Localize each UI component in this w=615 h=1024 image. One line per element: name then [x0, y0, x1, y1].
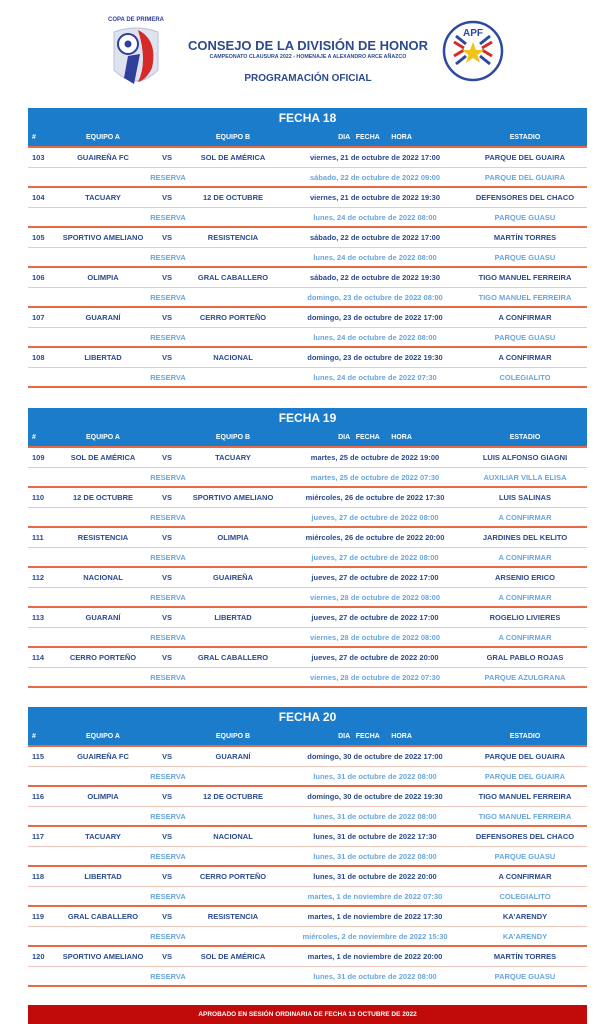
stadium: ARSENIO ERICO	[494, 573, 555, 582]
reserve-label: RESERVA	[150, 593, 186, 602]
reserve-row	[28, 927, 587, 947]
reserve-row	[28, 168, 587, 188]
reserve-stadium: PARQUE DEL GUAIRA	[484, 173, 566, 182]
reserve-datetime: lunes, 31 de octubre de 2022 08:00	[313, 972, 437, 981]
reserve-datetime: lunes, 31 de octubre de 2022 08:00	[313, 812, 437, 821]
stadium: A CONFIRMAR	[498, 872, 552, 881]
reserve-label: RESERVA	[150, 473, 186, 482]
reserve-label: RESERVA	[150, 812, 186, 821]
match-number: 104	[32, 193, 45, 202]
stadium: ROGELIO LIVIERES	[489, 613, 561, 622]
col-stadium: ESTADIO	[509, 134, 541, 141]
reserve-row	[28, 588, 587, 608]
team-a: SPORTIVO AMELIANO	[62, 952, 144, 961]
reserve-row	[28, 887, 587, 907]
reserve-label: RESERVA	[150, 932, 186, 941]
vs-label: VS	[161, 952, 172, 961]
match-datetime: miércoles, 26 de octubre de 2022 17:30	[305, 493, 445, 502]
team-a: GUARANÍ	[85, 613, 121, 622]
svg-text:COPA DE PRIMERA: COPA DE PRIMERA	[108, 17, 164, 23]
match-datetime: domingo, 23 de octubre de 2022 19:30	[307, 353, 443, 362]
round-table	[28, 108, 587, 388]
match-row	[28, 648, 587, 668]
reserve-row	[28, 847, 587, 867]
reserve-datetime: domingo, 23 de octubre de 2022 08:00	[307, 293, 443, 302]
reserve-datetime: jueves, 27 de octubre de 2022 08:00	[311, 513, 439, 522]
stadium: PARQUE DEL GUAIRA	[484, 752, 566, 761]
col-stadium: ESTADIO	[509, 434, 541, 441]
match-datetime: martes, 1 de noviembre de 2022 17:30	[307, 912, 443, 921]
team-b: GRAL CABALLERO	[197, 653, 269, 662]
match-row	[28, 568, 587, 588]
match-row	[28, 528, 587, 548]
reserve-row	[28, 548, 587, 568]
stadium: MARTÍN TORRES	[493, 233, 557, 242]
reserve-label: RESERVA	[150, 333, 186, 342]
col-team-b: EQUIPO B	[215, 733, 251, 740]
match-row	[28, 867, 587, 887]
reserve-label: RESERVA	[150, 293, 186, 302]
reserve-stadium: PARQUE AZULGRANA	[484, 673, 566, 682]
match-number: 117	[32, 832, 45, 841]
stadium: GRAL PABLO ROJAS	[486, 653, 564, 662]
reserve-datetime: lunes, 31 de octubre de 2022 08:00	[313, 772, 437, 781]
vs-label: VS	[161, 792, 172, 801]
reserve-label: RESERVA	[150, 513, 186, 522]
match-row	[28, 448, 587, 468]
reserve-stadium: A CONFIRMAR	[498, 593, 552, 602]
match-row	[28, 188, 587, 208]
match-datetime: viernes, 21 de octubre de 2022 19:30	[309, 193, 441, 202]
team-b: 12 DE OCTUBRE	[202, 792, 263, 801]
match-number: 114	[32, 653, 45, 662]
reserve-label: RESERVA	[150, 852, 186, 861]
team-a: GRAL CABALLERO	[67, 912, 139, 921]
reserve-row	[28, 368, 587, 388]
vs-label: VS	[161, 613, 172, 622]
col-team-a: EQUIPO A	[86, 134, 120, 141]
col-num: #	[32, 733, 36, 740]
reserve-datetime: jueves, 27 de octubre de 2022 08:00	[311, 553, 439, 562]
match-number: 107	[32, 313, 45, 322]
reserve-stadium: TIGO MANUEL FERREIRA	[478, 293, 572, 302]
reserve-row	[28, 807, 587, 827]
document-header	[0, 0, 615, 100]
reserve-stadium: PARQUE DEL GUAIRA	[484, 772, 566, 781]
match-datetime: sábado, 22 de octubre de 2022 17:00	[309, 233, 441, 242]
vs-label: VS	[161, 752, 172, 761]
col-datetime: DIA FECHA HORA	[338, 134, 412, 141]
vs-label: VS	[161, 233, 172, 242]
reserve-label: RESERVA	[150, 892, 186, 901]
team-b: SOL DE AMÉRICA	[200, 952, 266, 961]
reserve-datetime: sábado, 22 de octubre de 2022 09:00	[309, 173, 441, 182]
team-a: TACUARY	[85, 832, 121, 841]
round-title: FECHA 19	[28, 408, 587, 428]
team-a: LIBERTAD	[84, 872, 122, 881]
reserve-stadium: A CONFIRMAR	[498, 633, 552, 642]
reserve-stadium: PARQUE GUASU	[494, 852, 556, 861]
team-b: TACUARY	[215, 453, 251, 462]
team-b: CERRO PORTEÑO	[199, 313, 267, 322]
reserve-datetime: miércoles, 2 de noviembre de 2022 15:30	[302, 932, 448, 941]
round-title: FECHA 18	[28, 108, 587, 128]
vs-label: VS	[161, 653, 172, 662]
team-b: NACIONAL	[213, 832, 253, 841]
match-datetime: martes, 25 de octubre de 2022 19:00	[310, 453, 440, 462]
vs-label: VS	[161, 912, 172, 921]
stadium: TIGO MANUEL FERREIRA	[478, 792, 572, 801]
reserve-datetime: viernes, 28 de octubre de 2022 08:00	[309, 633, 441, 642]
team-a: OLIMPIA	[87, 792, 119, 801]
col-datetime: DIA FECHA HORA	[338, 733, 412, 740]
match-number: 116	[32, 792, 45, 801]
team-b: CERRO PORTEÑO	[199, 872, 267, 881]
match-datetime: jueves, 27 de octubre de 2022 17:00	[311, 613, 439, 622]
match-row	[28, 308, 587, 328]
match-datetime: domingo, 23 de octubre de 2022 17:00	[307, 313, 443, 322]
match-number: 110	[32, 493, 45, 502]
reserve-datetime: viernes, 28 de octubre de 2022 08:00	[309, 593, 441, 602]
reserve-stadium: AUXILIAR VILLA ELISA	[483, 473, 567, 482]
team-b: LIBERTAD	[214, 613, 252, 622]
reserve-datetime: martes, 1 de noviembre de 2022 07:30	[307, 892, 443, 901]
match-datetime: domingo, 30 de octubre de 2022 19:30	[307, 792, 443, 801]
reserve-stadium: COLEGIALITO	[499, 373, 551, 382]
reserve-stadium: PARQUE GUASU	[494, 213, 556, 222]
reserve-datetime: lunes, 24 de octubre de 2022 08:00	[313, 333, 437, 342]
reserve-stadium: A CONFIRMAR	[498, 553, 552, 562]
team-b: GUAIREÑA	[212, 573, 253, 582]
reserve-label: RESERVA	[150, 553, 186, 562]
svg-text:APF: APF	[463, 28, 483, 39]
col-stadium: ESTADIO	[509, 733, 541, 740]
reserve-row	[28, 967, 587, 987]
match-number: 103	[32, 153, 45, 162]
reserve-row	[28, 248, 587, 268]
team-a: LIBERTAD	[84, 353, 122, 362]
reserve-label: RESERVA	[150, 972, 186, 981]
vs-label: VS	[161, 153, 172, 162]
team-b: OLIMPIA	[217, 533, 249, 542]
col-num: #	[32, 434, 36, 441]
reserve-row	[28, 208, 587, 228]
reserve-datetime: lunes, 31 de octubre de 2022 08:00	[313, 852, 437, 861]
team-a: GUAIREÑA FC	[77, 752, 129, 761]
team-b: NACIONAL	[213, 353, 253, 362]
team-a: RESISTENCIA	[77, 533, 129, 542]
team-b: RESISTENCIA	[207, 233, 259, 242]
vs-label: VS	[161, 353, 172, 362]
match-row	[28, 907, 587, 927]
match-number: 115	[32, 752, 45, 761]
reserve-row	[28, 628, 587, 648]
reserve-datetime: lunes, 24 de octubre de 2022 08:00	[313, 213, 437, 222]
reserve-stadium: A CONFIRMAR	[498, 513, 552, 522]
match-row	[28, 148, 587, 168]
reserve-stadium: TIGO MANUEL FERREIRA	[478, 812, 572, 821]
match-number: 112	[32, 573, 45, 582]
stadium: DEFENSORES DEL CHACO	[475, 832, 575, 841]
apf-logo	[442, 20, 504, 82]
column-headers	[28, 428, 587, 448]
col-num: #	[32, 134, 36, 141]
column-headers	[28, 128, 587, 148]
team-b: SPORTIVO AMELIANO	[192, 493, 274, 502]
reserve-datetime: martes, 25 de octubre de 2022 07:30	[310, 473, 440, 482]
match-number: 106	[32, 273, 45, 282]
reserve-datetime: lunes, 24 de octubre de 2022 07:30	[313, 373, 437, 382]
match-row	[28, 488, 587, 508]
reserve-label: RESERVA	[150, 173, 186, 182]
stadium: DEFENSORES DEL CHACO	[475, 193, 575, 202]
team-b: SOL DE AMÉRICA	[200, 153, 266, 162]
match-number: 120	[32, 952, 45, 961]
col-datetime: DIA FECHA HORA	[338, 434, 412, 441]
tournament-subtitle: CAMPEONATO CLAUSURA 2022 - HOMENAJE A ALEXANDRO ARCE AÑAZCO	[209, 54, 407, 60]
stadium: KA'ARENDY	[502, 912, 548, 921]
vs-label: VS	[161, 573, 172, 582]
team-b: GUARANÍ	[215, 752, 251, 761]
vs-label: VS	[161, 193, 172, 202]
reserve-row	[28, 328, 587, 348]
reserve-row	[28, 668, 587, 688]
col-team-b: EQUIPO B	[215, 134, 251, 141]
team-a: 12 DE OCTUBRE	[72, 493, 133, 502]
match-datetime: miércoles, 26 de octubre de 2022 20:00	[305, 533, 445, 542]
team-a: SOL DE AMÉRICA	[70, 453, 136, 462]
reserve-row	[28, 767, 587, 787]
match-number: 111	[32, 533, 44, 542]
reserve-row	[28, 288, 587, 308]
vs-label: VS	[161, 832, 172, 841]
round-table	[28, 408, 587, 688]
col-team-a: EQUIPO A	[86, 733, 120, 740]
stadium: LUIS SALINAS	[498, 493, 552, 502]
team-b: GRAL CABALLERO	[197, 273, 269, 282]
team-a: CERRO PORTEÑO	[69, 653, 137, 662]
match-row	[28, 947, 587, 967]
round-table	[28, 707, 587, 987]
reserve-label: RESERVA	[150, 373, 186, 382]
stadium: A CONFIRMAR	[498, 313, 552, 322]
team-a: GUAIREÑA FC	[77, 153, 129, 162]
team-a: OLIMPIA	[87, 273, 119, 282]
reserve-stadium: PARQUE GUASU	[494, 333, 556, 342]
reserve-datetime: viernes, 28 de octubre de 2022 07:30	[309, 673, 441, 682]
match-datetime: viernes, 21 de octubre de 2022 17:00	[309, 153, 441, 162]
reserve-row	[28, 508, 587, 528]
col-team-b: EQUIPO B	[215, 434, 251, 441]
match-datetime: lunes, 31 de octubre de 2022 17:30	[313, 832, 437, 841]
team-b: RESISTENCIA	[207, 912, 259, 921]
vs-label: VS	[161, 533, 172, 542]
match-row	[28, 787, 587, 807]
round-title: FECHA 20	[28, 707, 587, 727]
match-number: 113	[32, 613, 45, 622]
stadium: LUIS ALFONSO GIAGNI	[482, 453, 568, 462]
reserve-stadium: PARQUE GUASU	[494, 253, 556, 262]
team-a: SPORTIVO AMELIANO	[62, 233, 144, 242]
match-number: 105	[32, 233, 45, 242]
approval-footer: APROBADO EN SESIÓN ORDINARIA DE FECHA 13 OCTUBRE DE 2022	[28, 1005, 587, 1024]
column-headers	[28, 727, 587, 747]
vs-label: VS	[161, 872, 172, 881]
match-datetime: domingo, 30 de octubre de 2022 17:00	[307, 752, 443, 761]
match-number: 118	[32, 872, 45, 881]
match-row	[28, 348, 587, 368]
match-datetime: lunes, 31 de octubre de 2022 20:00	[313, 872, 437, 881]
vs-label: VS	[161, 453, 172, 462]
reserve-label: RESERVA	[150, 772, 186, 781]
vs-label: VS	[161, 493, 172, 502]
match-datetime: martes, 1 de noviembre de 2022 20:00	[307, 952, 443, 961]
team-b: 12 DE OCTUBRE	[202, 193, 263, 202]
vs-label: VS	[161, 273, 172, 282]
match-datetime: jueves, 27 de octubre de 2022 20:00	[311, 653, 439, 662]
match-row	[28, 228, 587, 248]
team-a: NACIONAL	[83, 573, 123, 582]
reserve-stadium: COLEGIALITO	[499, 892, 551, 901]
stadium: MARTÍN TORRES	[493, 952, 557, 961]
reserve-stadium: PARQUE GUASU	[494, 972, 556, 981]
reserve-row	[28, 468, 587, 488]
copa-de-primera-logo	[108, 12, 164, 90]
team-a: TACUARY	[85, 193, 121, 202]
vs-label: VS	[161, 313, 172, 322]
match-row	[28, 608, 587, 628]
stadium: JARDINES DEL KELITO	[482, 533, 568, 542]
reserve-label: RESERVA	[150, 673, 186, 682]
match-row	[28, 827, 587, 847]
match-datetime: sábado, 22 de octubre de 2022 19:30	[309, 273, 441, 282]
stadium: PARQUE DEL GUAIRA	[484, 153, 566, 162]
stadium: A CONFIRMAR	[498, 353, 552, 362]
match-row	[28, 747, 587, 767]
reserve-datetime: lunes, 24 de octubre de 2022 08:00	[313, 253, 437, 262]
match-number: 119	[32, 912, 45, 921]
match-row	[28, 268, 587, 288]
stadium: TIGO MANUEL FERREIRA	[478, 273, 572, 282]
team-a: GUARANÍ	[85, 313, 121, 322]
reserve-label: RESERVA	[150, 213, 186, 222]
program-title: PROGRAMACIÓN OFICIAL	[244, 73, 372, 84]
match-number: 109	[32, 453, 45, 462]
council-title: CONSEJO DE LA DIVISIÓN DE HONOR	[187, 38, 429, 53]
reserve-stadium: KA'ARENDY	[502, 932, 548, 941]
match-number: 108	[32, 353, 45, 362]
reserve-label: RESERVA	[150, 633, 186, 642]
reserve-label: RESERVA	[150, 253, 186, 262]
col-team-a: EQUIPO A	[86, 434, 120, 441]
match-datetime: jueves, 27 de octubre de 2022 17:00	[311, 573, 439, 582]
